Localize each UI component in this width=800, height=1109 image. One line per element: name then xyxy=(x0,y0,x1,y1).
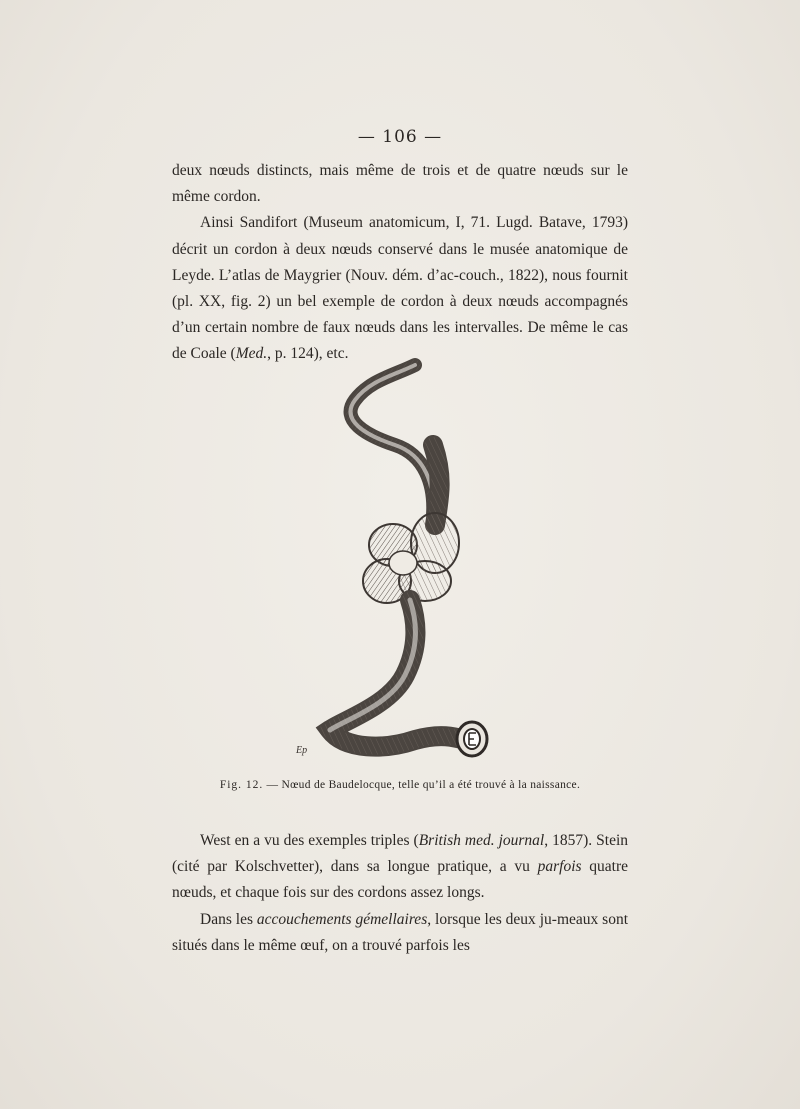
paragraph-segment: , p. 124), etc. xyxy=(267,345,349,363)
figure-label: Fig. 12. xyxy=(219,779,264,791)
paragraph-segment: West en a vu des exemples triples ( xyxy=(200,832,419,849)
paragraph-p4 xyxy=(172,907,628,959)
paragraph-p1 xyxy=(172,158,628,210)
paragraph-segment: Ainsi Sandifort (Museum anatomicum, I, 71. Lugd. Batave, 1793) décrit un cordon à deux nœuds conservé dans le musée anatomique de Leyde. L’atlas de Maygrier (Nouv. dém. d’ac-couch., 1822), nous fournit (pl. XX, fig. 2) un bel exemple de cordon à deux nœuds accompagnés d’un certain nombre de faux nœuds dans les intervalles. De même le cas de Coale ( xyxy=(172,214,628,363)
paragraph-segment: , lorsque les deux ju-meaux sont situés dans le même œuf, on a trouvé parfois les xyxy=(172,910,628,954)
engraver-mark: Ep xyxy=(296,745,308,756)
umbilical-cord-knot-illustration xyxy=(285,355,520,775)
paragraph-segment: parfois xyxy=(537,858,582,876)
text-block-top xyxy=(172,158,628,368)
paragraph-segment: accouchements gémellaires xyxy=(256,910,428,928)
paragraph-segment: quatre nœuds, et chaque fois sur des cordons assez longs. xyxy=(172,858,628,902)
figure-caption-text: — Nœud de Baudelocque, telle qu’il a été trouvé à la naissance. xyxy=(266,779,581,791)
paragraph-segment: Dans les xyxy=(200,910,257,928)
page-number: — 106 — xyxy=(357,127,443,147)
paragraph-segment: Med. xyxy=(235,345,268,363)
paragraph-segment: deux nœuds distincts, mais même de trois et de quatre nœuds sur le même cordon. xyxy=(172,162,628,206)
figure-caption xyxy=(0,779,800,791)
text-block-bottom xyxy=(172,828,628,959)
paragraph-segment: , 1857). Stein (cité par Kolschvetter), dans sa longue pratique, a vu xyxy=(172,832,629,876)
paragraph-segment: British med. journal xyxy=(418,832,545,849)
paragraph-p2 xyxy=(172,210,628,367)
paragraph-p3 xyxy=(172,828,628,907)
